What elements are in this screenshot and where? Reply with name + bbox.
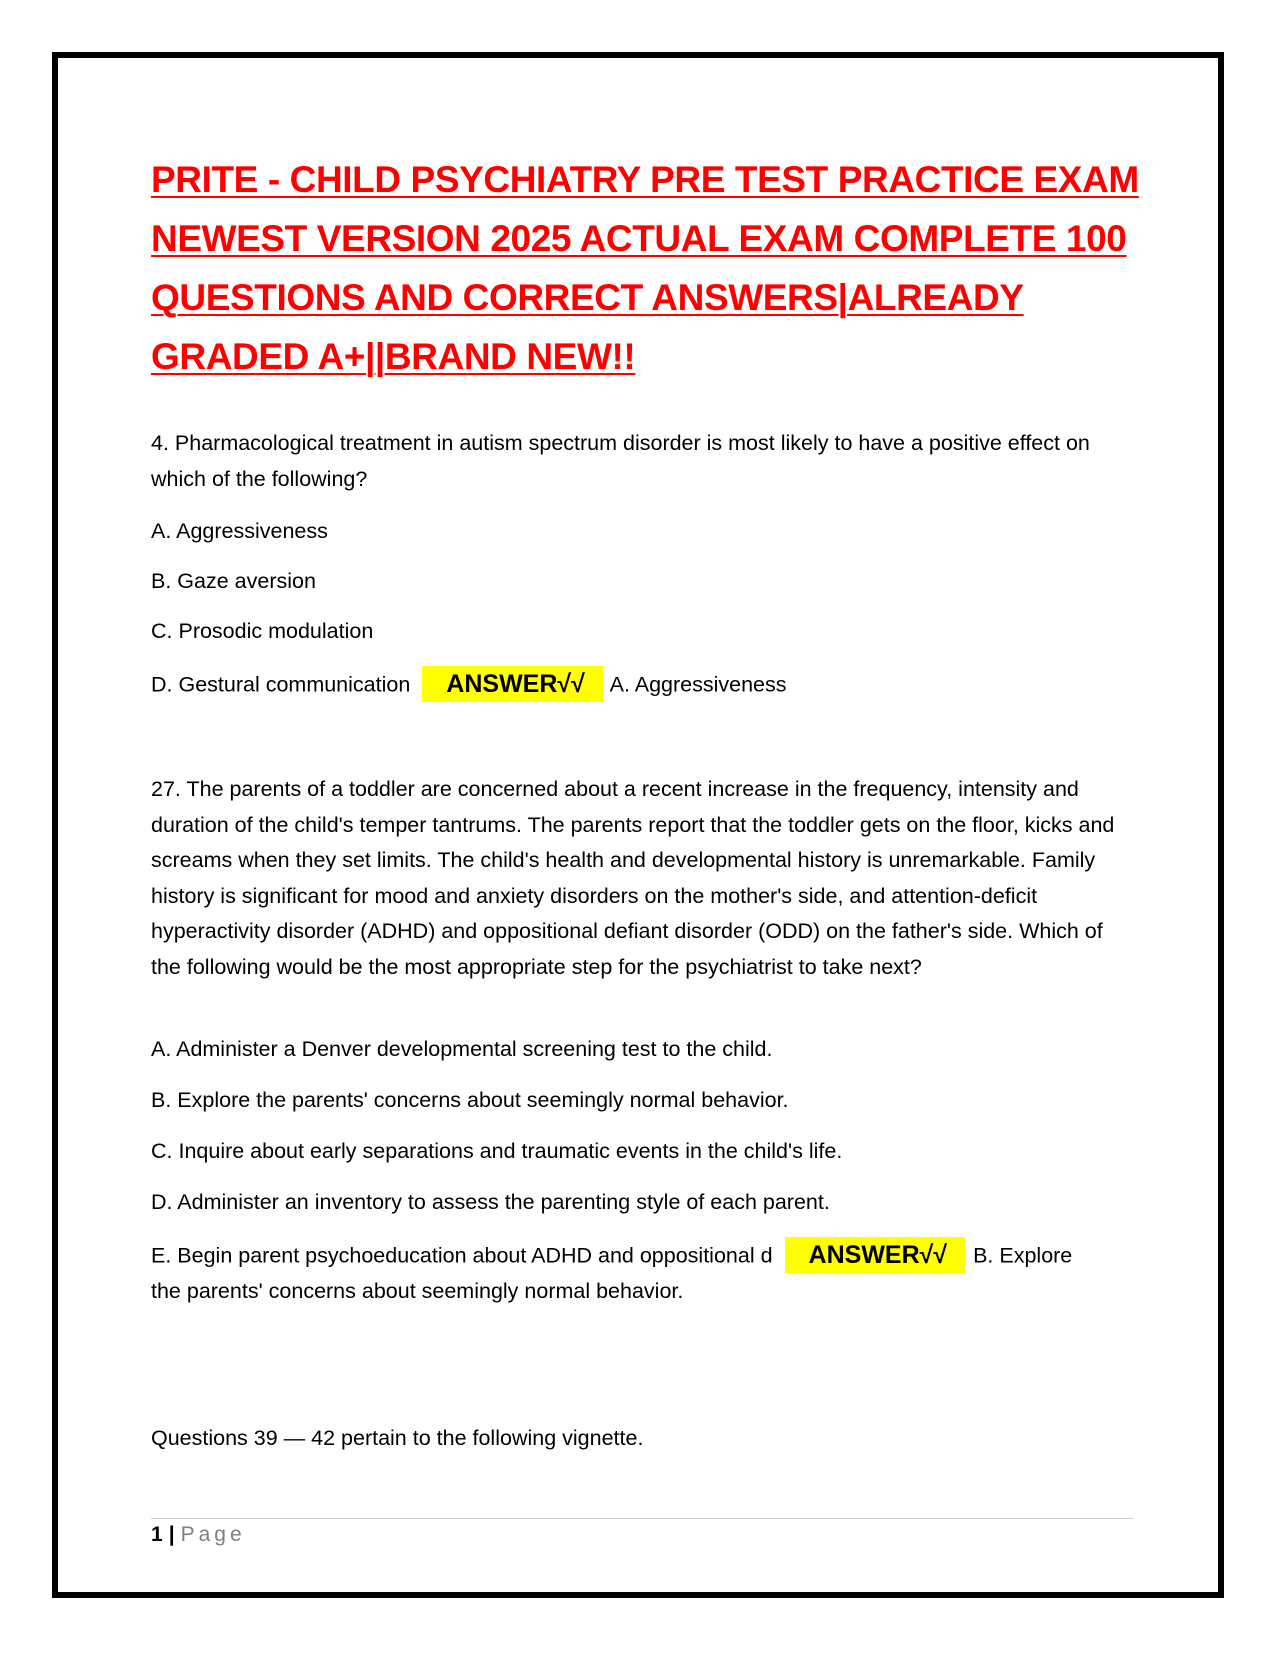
question-27-option-e-row (151, 1239, 1072, 1275)
question-4-text: 4. Pharmacological treatment in autism spectrum disorder is most likely to have a positive effect on which of the following? (151, 431, 1090, 491)
question-4-option-c: C. Prosodic modulation (151, 619, 374, 643)
question-27-option-a: A. Administer a Denver developmental screening test to the child. (151, 1037, 773, 1061)
question-4-option-d-row (151, 668, 787, 704)
question-27 (151, 772, 1136, 1303)
vignette-intro: Questions 39 — 42 pertain to the following vignette. (151, 1426, 644, 1450)
answer-badge: ANSWER√√ (422, 666, 603, 702)
question-4-option-a: A. Aggressiveness (151, 519, 328, 543)
title-line-4: GRADED A+||BRAND NEW!! (151, 336, 636, 377)
footer-divider (151, 1518, 1133, 1519)
title-line-2: NEWEST VERSION 2025 ACTUAL EXAM COMPLETE 100 (151, 218, 1127, 259)
question-27-option-b: B. Explore the parents' concerns about seemingly normal behavior. (151, 1088, 789, 1112)
footer-separator: | (168, 1523, 175, 1546)
page-footer (151, 1523, 246, 1547)
document-content (151, 150, 1139, 1450)
title-line-1: PRITE - CHILD PSYCHIATRY PRE TEST PRACTICE EXAM (151, 159, 1139, 200)
question-27-option-d: D. Administer an inventory to assess the parenting style of each parent. (151, 1190, 830, 1214)
question-4-answer: A. Aggressiveness (609, 672, 787, 697)
question-27-answer-line-1: B. Explore (973, 1243, 1073, 1268)
question-27-option-e: E. Begin parent psychoeducation about ADHD and oppositional d (151, 1243, 773, 1268)
page-number: 1 (151, 1523, 163, 1546)
document-title (151, 150, 1139, 386)
answer-badge: ANSWER√√ (785, 1237, 966, 1273)
question-4-option-b: B. Gaze aversion (151, 569, 316, 593)
question-27-answer-line-2: the parents' concerns about seemingly normal behavior. (151, 1279, 684, 1303)
question-4-option-d: D. Gestural communication (151, 672, 411, 697)
question-27-text: 27. The parents of a toddler are concerned about a recent increase in the frequency, intensity and duration of the child's temper tantrums. The parents report that the toddler gets on the floor, kicks and screams when they set limits. The child's health and developmental history is unremarkable. Family history is significant for mood and anxiety disorders on the mother's side, and attention-deficit hyperactivity disorder (ADHD) and oppositional defiant disorder (ODD) on the father's side. Which of the following would be the most appropriate step for the psychiatrist to take next? (151, 777, 1115, 979)
title-line-3: QUESTIONS AND CORRECT ANSWERS|ALREADY (151, 277, 1024, 318)
question-4 (151, 426, 1136, 698)
page-label: Page (180, 1523, 246, 1546)
question-27-option-c: C. Inquire about early separations and traumatic events in the child's life. (151, 1139, 843, 1163)
